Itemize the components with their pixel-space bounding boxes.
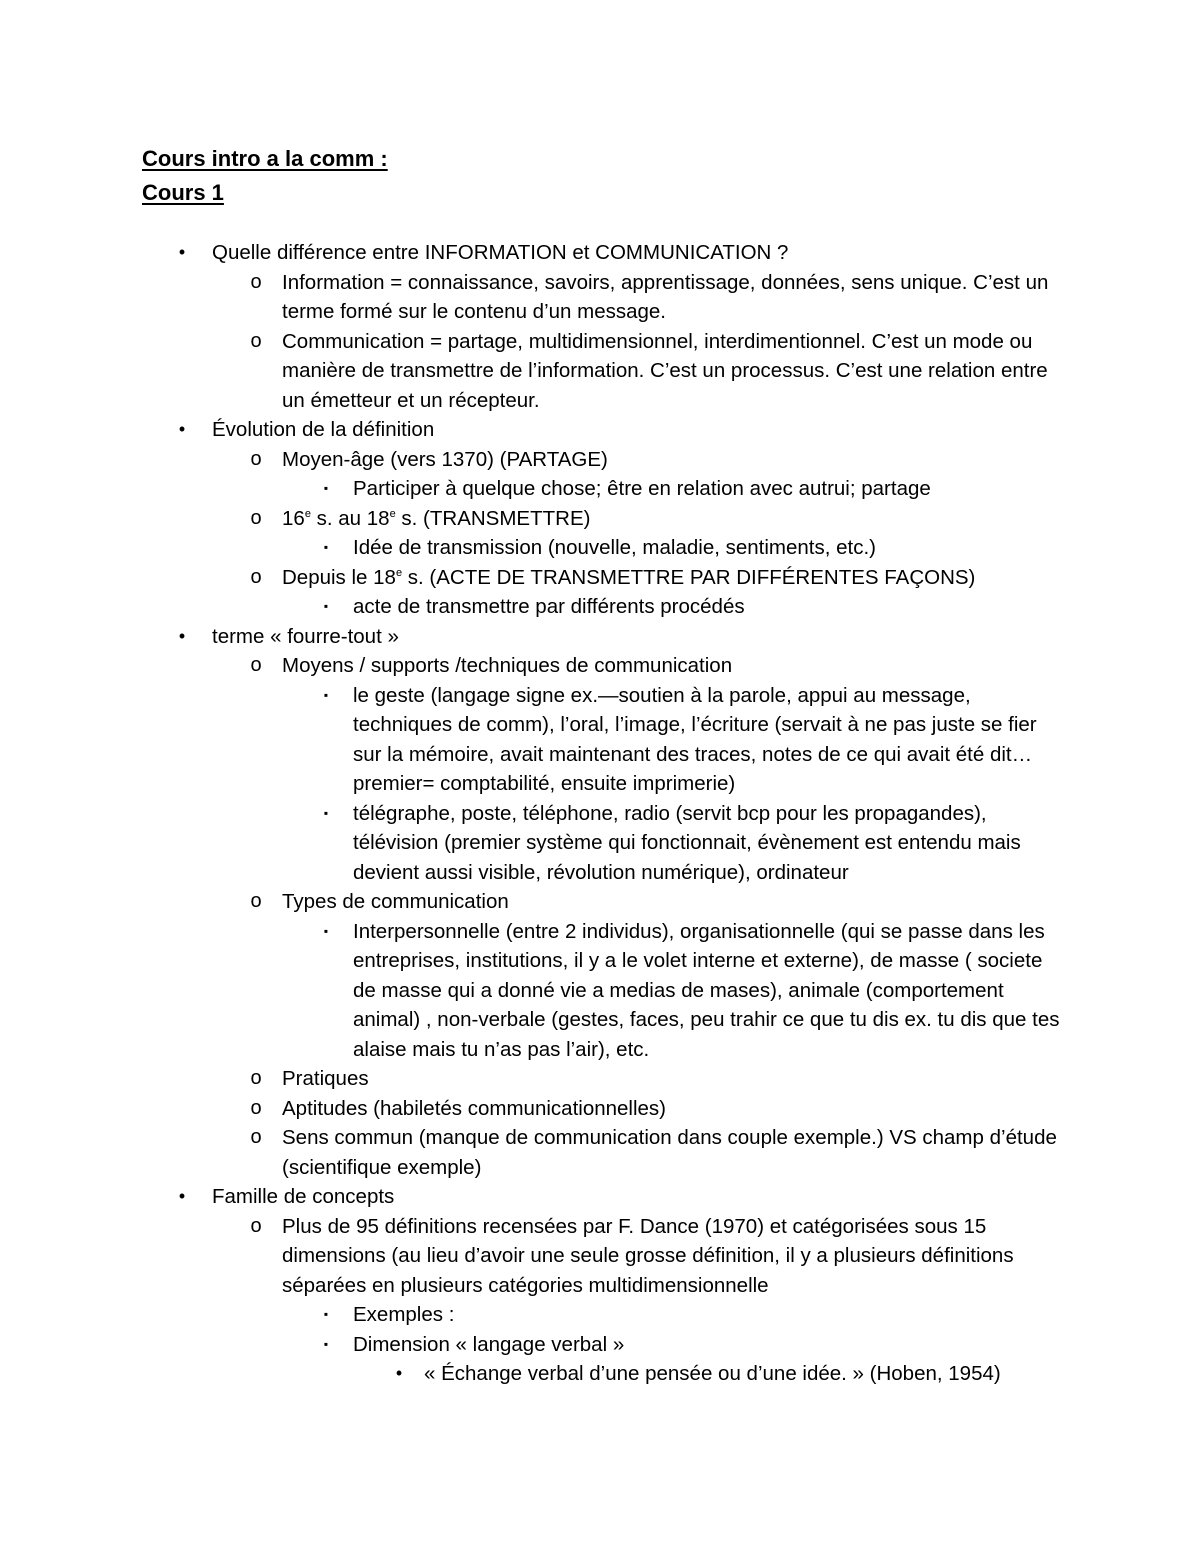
- bullet-icon: o: [250, 890, 262, 912]
- list-item-text: Depuis le 18e s. (ACTE DE TRANSMETTRE PAR DIFFÉRENTES FAÇONS): [282, 565, 976, 589]
- list-item: [0, 1123, 1060, 1182]
- bullet-icon: •: [395, 1363, 403, 1383]
- list-item: [0, 1064, 1060, 1094]
- list-item: [0, 563, 1060, 593]
- list-item-text: terme « fourre-tout »: [212, 624, 399, 648]
- bullet-icon: •: [178, 625, 186, 646]
- list-item: [0, 917, 1060, 1065]
- list-item: [0, 268, 1060, 327]
- bullet-icon: o: [250, 447, 262, 470]
- bullet-icon: ▪: [323, 923, 329, 938]
- list-item-text: Information = connaissance, savoirs, apprentissage, données, sens unique. C’est un terme formé sur le contenu d’un message.: [282, 270, 1049, 323]
- list-item-text: Interpersonnelle (entre 2 individus), organisationnelle (qui se passe dans les entreprises, institutions, il y a le volet interne et externe), de masse ( societe de masse qui a donné vie a medias de mases), animale (comportement animal) , non-verbale (gestes, faces, peu trahir ce que tu dis ex. tu dis que tes alaise mais tu n’as pas l’air), etc.: [353, 919, 1060, 1061]
- bullet-icon: ▪: [323, 1307, 329, 1321]
- bullet-icon: o: [250, 565, 262, 588]
- list-item-text: télégraphe, poste, téléphone, radio (servit bcp pour les propagandes), télévision (premier système qui fonctionnait, évènement est entendu mais devient aussi visible, révolution numérique), ordinateur: [353, 801, 1021, 884]
- list-item: [0, 1330, 1060, 1360]
- bullet-icon: ▪: [323, 540, 329, 554]
- list-item-text: Plus de 95 définitions recensées par F. Dance (1970) et catégorisées sous 15 dimensions (au lieu d’avoir une seule grosse définition, il y a plusieurs définitions séparées en plusieurs catégories multidimensionnelle: [282, 1214, 1014, 1297]
- bullet-icon: o: [250, 1067, 262, 1089]
- bullet-icon: •: [178, 242, 186, 262]
- list-item: [0, 799, 1060, 888]
- bullet-icon: o: [250, 1214, 262, 1237]
- list-item: [0, 533, 1060, 563]
- list-item-text: Aptitudes (habiletés communicationnelles): [282, 1096, 667, 1120]
- bullet-icon: o: [250, 506, 262, 529]
- document-subtitle: Cours 1: [142, 180, 224, 205]
- list-item: [0, 651, 1060, 681]
- bullet-icon: ▪: [323, 1336, 329, 1351]
- bullet-icon: o: [250, 270, 262, 293]
- list-item: [0, 415, 1060, 445]
- list-item: [0, 1300, 1060, 1330]
- list-item-text: Moyen-âge (vers 1370) (PARTAGE): [282, 447, 608, 471]
- bullet-icon: o: [250, 329, 262, 352]
- bullet-icon: o: [250, 654, 262, 676]
- list-item-text: « Échange verbal d’une pensée ou d’une idée. » (Hoben, 1954): [424, 1362, 1001, 1385]
- list-item-text: Moyens / supports /techniques de communication: [282, 654, 733, 677]
- list-item-text: Évolution de la définition: [212, 418, 435, 441]
- list-item: [0, 1182, 1060, 1212]
- list-item: [0, 1212, 1060, 1301]
- list-item-text: le geste (langage signe ex.—soutien à la parole, appui au message, techniques de comm), l’oral, l’image, l’écriture (servait à ne pas juste se fier sur la mémoire, avait maintenant des traces, notes de ce qui avait été dit… premier= comptabilité, ensuite imprimerie): [353, 683, 1037, 795]
- list-item-text: Participer à quelque chose; être en relation avec autrui; partage: [353, 477, 931, 500]
- bullet-icon: o: [250, 1126, 262, 1148]
- list-item: [0, 887, 1060, 917]
- list-item-text: 16e s. au 18e s. (TRANSMETTRE): [282, 506, 591, 530]
- list-item: [0, 622, 1060, 652]
- list-item-text: Famille de concepts: [212, 1185, 395, 1208]
- bullet-icon: ▪: [323, 805, 329, 820]
- bullet-icon: ▪: [323, 599, 329, 613]
- list-item-text: acte de transmettre par différents procédés: [353, 595, 745, 618]
- list-item: [0, 445, 1060, 475]
- list-item: [0, 504, 1060, 534]
- list-item: [0, 681, 1060, 799]
- list-item-text: Exemples :: [353, 1303, 455, 1326]
- list-item: [0, 238, 1060, 268]
- list-item-text: Dimension « langage verbal »: [353, 1332, 625, 1356]
- bullet-icon: •: [178, 419, 186, 439]
- list-item-text: Idée de transmission (nouvelle, maladie, sentiments, etc.): [353, 536, 877, 559]
- list-item-text: Sens commun (manque de communication dans couple exemple.) VS champ d’étude (scientifique exemple): [282, 1126, 1057, 1179]
- list-item-text: Pratiques: [282, 1067, 369, 1090]
- outline-list: [0, 238, 1200, 1389]
- list-item-text: Types de communication: [282, 890, 509, 913]
- list-item: [0, 474, 1060, 504]
- list-item-text: Communication = partage, multidimensionnel, interdimentionnel. C’est un mode ou manière de transmettre de l’information. C’est un processus. C’est une relation entre un émetteur et un récepteur.: [282, 329, 1048, 412]
- bullet-icon: ▪: [323, 687, 329, 702]
- list-item: [0, 592, 1060, 622]
- bullet-icon: ▪: [323, 481, 329, 495]
- bullet-icon: •: [178, 1186, 186, 1206]
- bullet-icon: o: [250, 1096, 262, 1119]
- list-item: [0, 1094, 1060, 1124]
- list-item: [0, 1359, 1060, 1389]
- list-item-text: Quelle différence entre INFORMATION et COMMUNICATION ?: [212, 241, 789, 264]
- document-title: Cours intro a la comm :: [142, 146, 388, 171]
- list-item: [0, 327, 1060, 416]
